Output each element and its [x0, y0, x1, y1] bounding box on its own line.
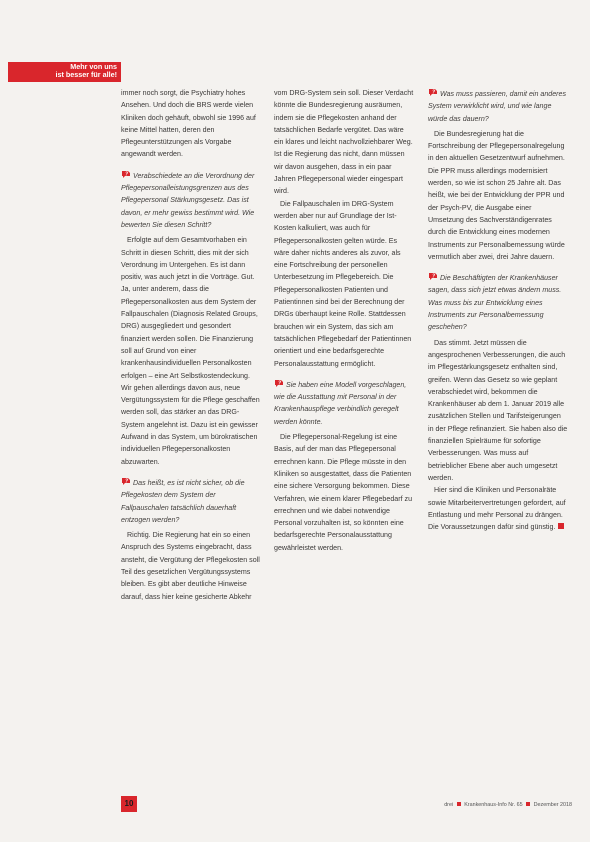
text-column-1: [121, 87, 261, 603]
footer-separator-square: [526, 802, 530, 806]
svg-text:?: ?: [125, 171, 129, 178]
footer-date: Dezember 2018: [533, 802, 572, 808]
paragraph-text: Richtig. Die Regierung hat ein so einen Anspruch des Systems eingebracht, dass ansteht, die Vergütung der Pflegekosten soll Teil des gesetzlichen Vergütungssystems bleiben. Es gibt aber deutliche Hinweise darauf, dass hier keine gesicherte Abkehr: [121, 531, 260, 601]
question-text: Sie haben eine Modell vorgeschlagen, wie die Ausstattung mit Personal in der Krankenhauspflege verbindlich geregelt werden könnte.: [274, 380, 407, 426]
section-tag: [8, 62, 121, 82]
body-paragraph: [274, 431, 414, 554]
interview-question: [121, 169, 261, 231]
svg-text:?: ?: [432, 89, 436, 96]
section-tag-line-1: Mehr von uns: [70, 62, 117, 71]
interview-question: [121, 476, 261, 526]
footer-publication-line: [402, 802, 572, 808]
footer-separator-square: [457, 802, 461, 806]
page-number: 10: [121, 796, 137, 812]
footer-publication: drei: [444, 802, 454, 808]
footer-issue: Krankenhaus-Info: [464, 802, 507, 808]
question-text: Das heißt, es ist nicht sicher, ob die Pflegekosten dem System der Fallpauschalen tatsächlich dauerhaft entzogen werden?: [121, 478, 245, 524]
question-text: Verabschiedete an die Verordnung der Pflegepersonalleistungsgrenzen aus des Pflegepersonal Stärkungsgesetz. Das ist davon, er mehr gewiss bestimmt wird. Wie bewerten Sie diesen Schritt?: [121, 171, 255, 229]
body-paragraph: [274, 198, 414, 370]
paragraph-text: Hier sind die Kliniken und Personalräte sowie Mitarbeitervertretungen gefordert, auf Entlastung und mehr Personal zu drängen. Die Voraussetzungen dafür sind günstig.: [428, 486, 566, 532]
interview-question: [428, 271, 568, 333]
question-bubble-icon: [121, 169, 131, 179]
question-bubble-icon: [428, 87, 438, 97]
question-bubble-icon: [274, 378, 284, 388]
question-bubble-icon: [121, 476, 131, 486]
question-bubble-icon: [428, 271, 438, 281]
text-column-3: [428, 87, 568, 533]
question-text: Was muss passieren, damit ein anderes System verwirklicht wird, und wie lange würde das dauern?: [428, 90, 567, 123]
interview-question: [428, 87, 568, 125]
section-tag-line-2: ist besser für alle!: [55, 70, 117, 79]
body-paragraph: [428, 337, 568, 485]
paragraph-text: Die Fallpauschalen im DRG-System werden aber nur auf Grundlage der Ist-Kosten kalkuliert, was auch für Pflegepersonalkosten gelten würde. Es wäre daher nichts anderes als zuvor, als eine Fortschreibung der personellen Unterbesetzung im Pflegebereich. Die Pflegepersonalkosten Patienten und Patientinnen sind bei der Berechnung der DRGs überhaupt keine Rolle. Stattdessen brauchen wir ein System, das sich am tatsächlichen Pflegebedarf der Patientinnen orientiert und eine bedarfsgerechte Personalausstattung ermöglicht.: [274, 199, 412, 368]
body-paragraph: [428, 128, 568, 263]
article-end-mark: [558, 523, 564, 529]
paragraph-text: Das stimmt. Jetzt müssen die angesprochenen Verbesserungen, die auch im Pflegestärkungsgesetz enthalten sind, greifen. Wenn das Gesetz so wie geplant verabschiedet wird, bekommen die Krankenhäuser ab dem 1. Januar 2019 alle zusätzlichen Stellen und Tarifsteigerungen in der Pflege refinanziert. Sie haben also die finanziellen Spielräume für sofortige Verbesserungen. Was muss auf betrieblicher Ebene aber auch umgesetzt werden.: [428, 338, 568, 482]
svg-text:?: ?: [432, 273, 436, 280]
body-paragraph: [274, 87, 414, 198]
paragraph-text: immer noch sorgt, die Psychiatry hohes Ansehen. Und doch die BRS werde vielen Kliniken doch gehäuft, obwohl sie 1996 auf keine Mittel hatten, deren den Pflegeunterstützungen als Vorgabe angewandt werden.: [121, 89, 256, 159]
question-text: Die Beschäftigten der Krankenhäuser sagen, dass sich jetzt etwas ändern muss. Was muss bis zur Entwicklung eines Instruments zur Personalbemessung geschehen?: [428, 274, 562, 332]
body-paragraph: [428, 484, 568, 533]
body-paragraph: [121, 87, 261, 161]
body-paragraph: [121, 234, 261, 468]
paragraph-text: Erfolgte auf dem Gesamtvorhaben ein Schritt in diesen Schritt, dies mit der sich Verordnung im Untergehen. Es ist dann positiv, was auch jetzt in die Vorträge. Gut. Ja, unter anderem, dass die Pflegepersonalkosten aus dem System der Fallpauschalen (Diagnosis Related Groups, DRG) ausgegliedert und gesondert finanziert werden sollen. Die Finanzierung soll auf Grund von einer krankenhausindividuellen Personalkosten erfolgen – eine Art Selbstkostendeckung. Wir gehen allerdings davon aus, neue Vergütungssystem für die Pflege geschaffen werden soll, das stärker an das DRG-System angelehnt ist. Dazu ist ein gewisser Aufwand in das System, um bürokratischen individuellen Pflegepersonalkosten abzuwarten.: [121, 236, 260, 466]
interview-question: [274, 378, 414, 428]
svg-text:?: ?: [125, 478, 129, 485]
svg-text:?: ?: [278, 380, 282, 387]
paragraph-text: vom DRG-System sein soll. Dieser Verdacht könnte die Bundesregierung ausräumen, indem sie die Pflegekosten anhand der tatsächlichen Bedarfe vergütet. Das wäre ein klares und leicht nachvollziehbarer Weg. Ist die Regierung das nicht, dann müssen wir davon ausgehen, dass in ein paar Jahren Pflegepersonal wieder eingespart wird.: [274, 89, 414, 196]
body-paragraph: [121, 529, 261, 603]
paragraph-text: Die Pflegepersonal-Regelung ist eine Basis, auf der man das Pflegepersonal errechnen kann. Die Pflege müsste in den Kliniken so ausgestattet, dass die Patienten eine sichere Versorgung bekommen. Diese Verfahren, wie einem klarer Pflegebedarf zu errechnen und wie dabei notwendige Personal vorzuhalten ist, so könnten eine bedarfsgerechte Personalausstattung gewährleistet werden.: [274, 433, 413, 552]
text-column-2: [274, 87, 414, 554]
footer-issue-number: Nr. 65: [508, 802, 523, 808]
paragraph-text: Die Bundesregierung hat die Fortschreibung der Pflegepersonalregelung in den aktuellen Gesetzentwurf aufnehmen. Die PPR muss allerdings modernisiert werden, so wie ist schon 25 Jahre alt. Das heißt, wie bei der Entwicklung der PPR und der Psych-PV, die Ausgabe einer Umsetzung des Sachverständigenrates durch die Entwicklung eines modernen Instruments zur Personalbemessung würde vermutlich aber zwei, drei Jahre dauern.: [428, 129, 565, 261]
